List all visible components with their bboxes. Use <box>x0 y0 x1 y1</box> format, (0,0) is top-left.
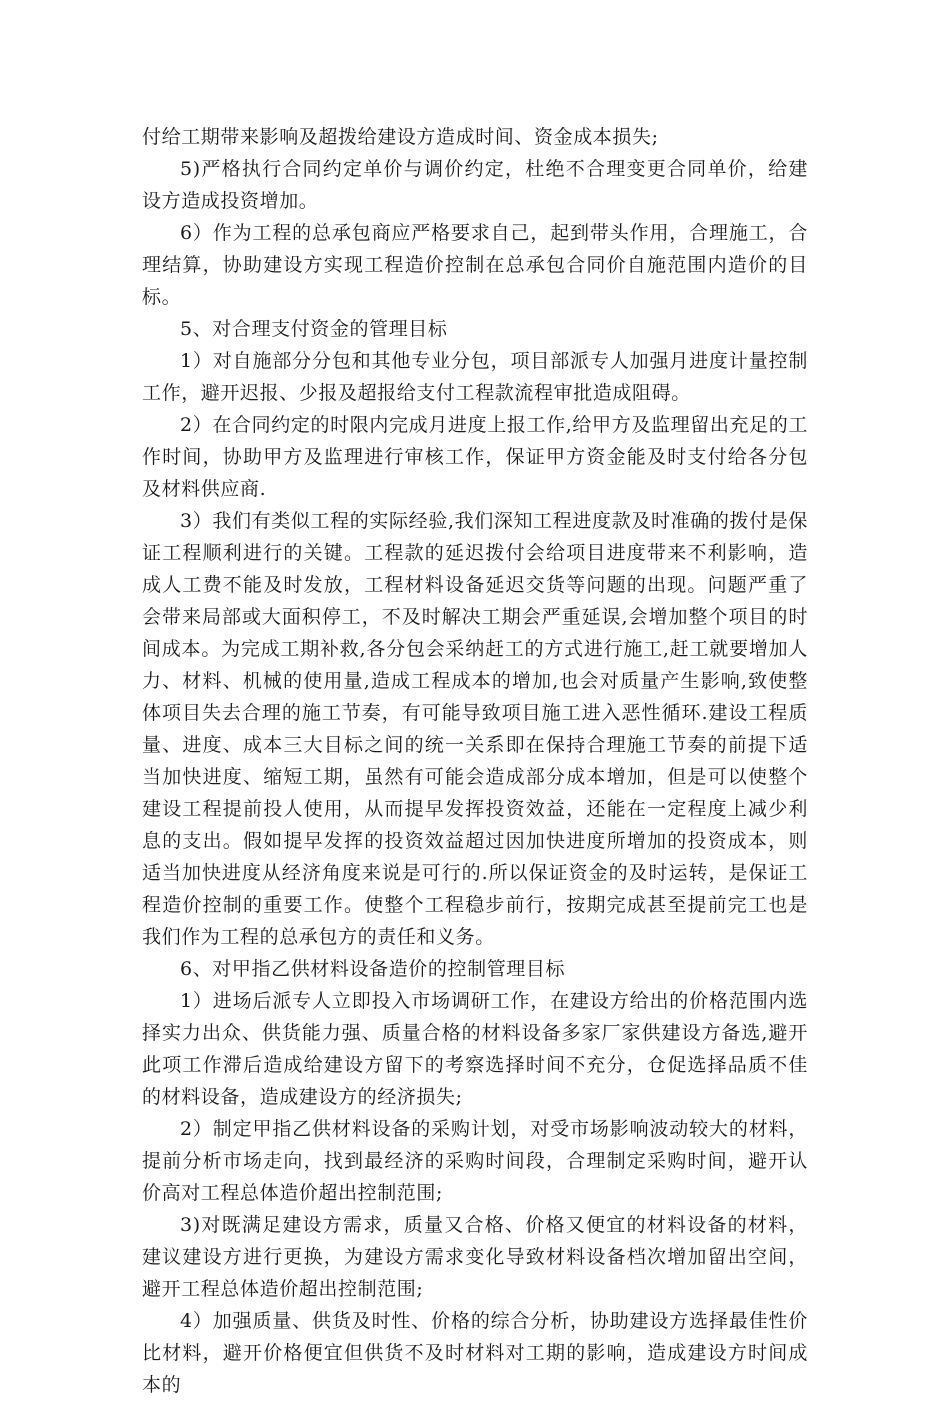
paragraph-5-3: 3）我们有类似工程的实际经验,我们深知工程进度款及时准确的拨付是保证工程顺利进行的关键。工程款的延迟拨付会给项目进度带来不利影响，造成人工费不能及时发放，工程材料设备延迟交货等问题的出现。问题严重了会带来局部或大面积停工，不及时解决工期会严重延误,会增加整个项目的时间成本。为完成工期补救,各分包会采纳赶工的方式进行施工,赶工就要增加人力、材料、机械的使用量,造成工程成本的增加,也会对质量产生影响,致使整体项目失去合理的施工节奏，有可能导致项目施工进入恶性循环.建设工程质量、进度、成本三大目标之间的统一关系即在保持合理施工节奏的前提下适当加快进度、缩短工期，虽然有可能会造成部分成本增加，但是可以使整个建设工程提前投人使用，从而提早发挥投资效益，还能在一定程度上减少利息的支出。假如提早发挥的投资效益超过因加快进度所增加的投资成本，则适当加快进度从经济角度来说是可行的.所以保证资金的及时运转，是保证工程造价控制的重要工作。使整个工程稳步前行，按期完成甚至提前完工也是我们作为工程的总承包方的责任和义务。 <box>142 510 808 948</box>
paragraph-6-4: 4）加强质量、供货及时性、价格的综合分析，协助建设方选择最佳性价比材料，避开价格便宜但供货不及时材料对工期的影响，造成建设方时间成本的 <box>142 1310 808 1396</box>
paragraph-6-1: 1）进场后派专人立即投入市场调研工作，在建设方给出的价格范围内选择实力出众、供货能力强、质量合格的材料设备多家厂家供建设方备选,避开此项工作滞后造成给建设方留下的考察选择时间不充分，仓促选择品质不佳的材料设备，造成建设方的经济损失; <box>142 990 808 1108</box>
paragraph-6-3: 3)对既满足建设方需求，质量又合格、价格又便宜的材料设备的材料，建议建设方进行更换，为建设方需求变化导致材料设备档次增加留出空间，避开工程总体造价超出控制范围; <box>142 1214 808 1300</box>
paragraph-item-5-contract-price: 5)严格执行合同约定单价与调价约定，杜绝不合理变更合同单价，给建设方造成投资增加。 <box>142 158 808 212</box>
paragraph-5-1: 1）对自施部分分包和其他专业分包，项目部派专人加强月进度计量控制工作，避开迟报、少报及超报给支付工程款流程审批造成阻碍。 <box>142 350 808 404</box>
paragraph-5-2: 2）在合同约定的时限内完成月进度上报工作,给甲方及监理留出充足的工作时间，协助甲方及监理进行审核工作，保证甲方资金能及时支付给各分包及材料供应商. <box>142 414 808 500</box>
paragraph-continued: 付给工期带来影响及超拨给建设方造成时间、资金成本损失; <box>142 126 659 148</box>
section-heading-5: 5、对合理支付资金的管理目标 <box>180 318 448 340</box>
section-heading-6: 6、对甲指乙供材料设备造价的控制管理目标 <box>180 958 566 980</box>
paragraph-6-2: 2）制定甲指乙供材料设备的采购计划，对受市场影响波动较大的材料，提前分析市场走向，找到最经济的采购时间段，合理制定采购时间，避开认价高对工程总体造价超出控制范围; <box>142 1118 808 1204</box>
paragraph-item-6-general-contractor: 6）作为工程的总承包商应严格要求自己，起到带头作用，合理施工，合理结算，协助建设方实现工程造价控制在总承包合同价自施范围内造价的目标。 <box>142 222 808 308</box>
document-body <box>142 121 808 1401</box>
